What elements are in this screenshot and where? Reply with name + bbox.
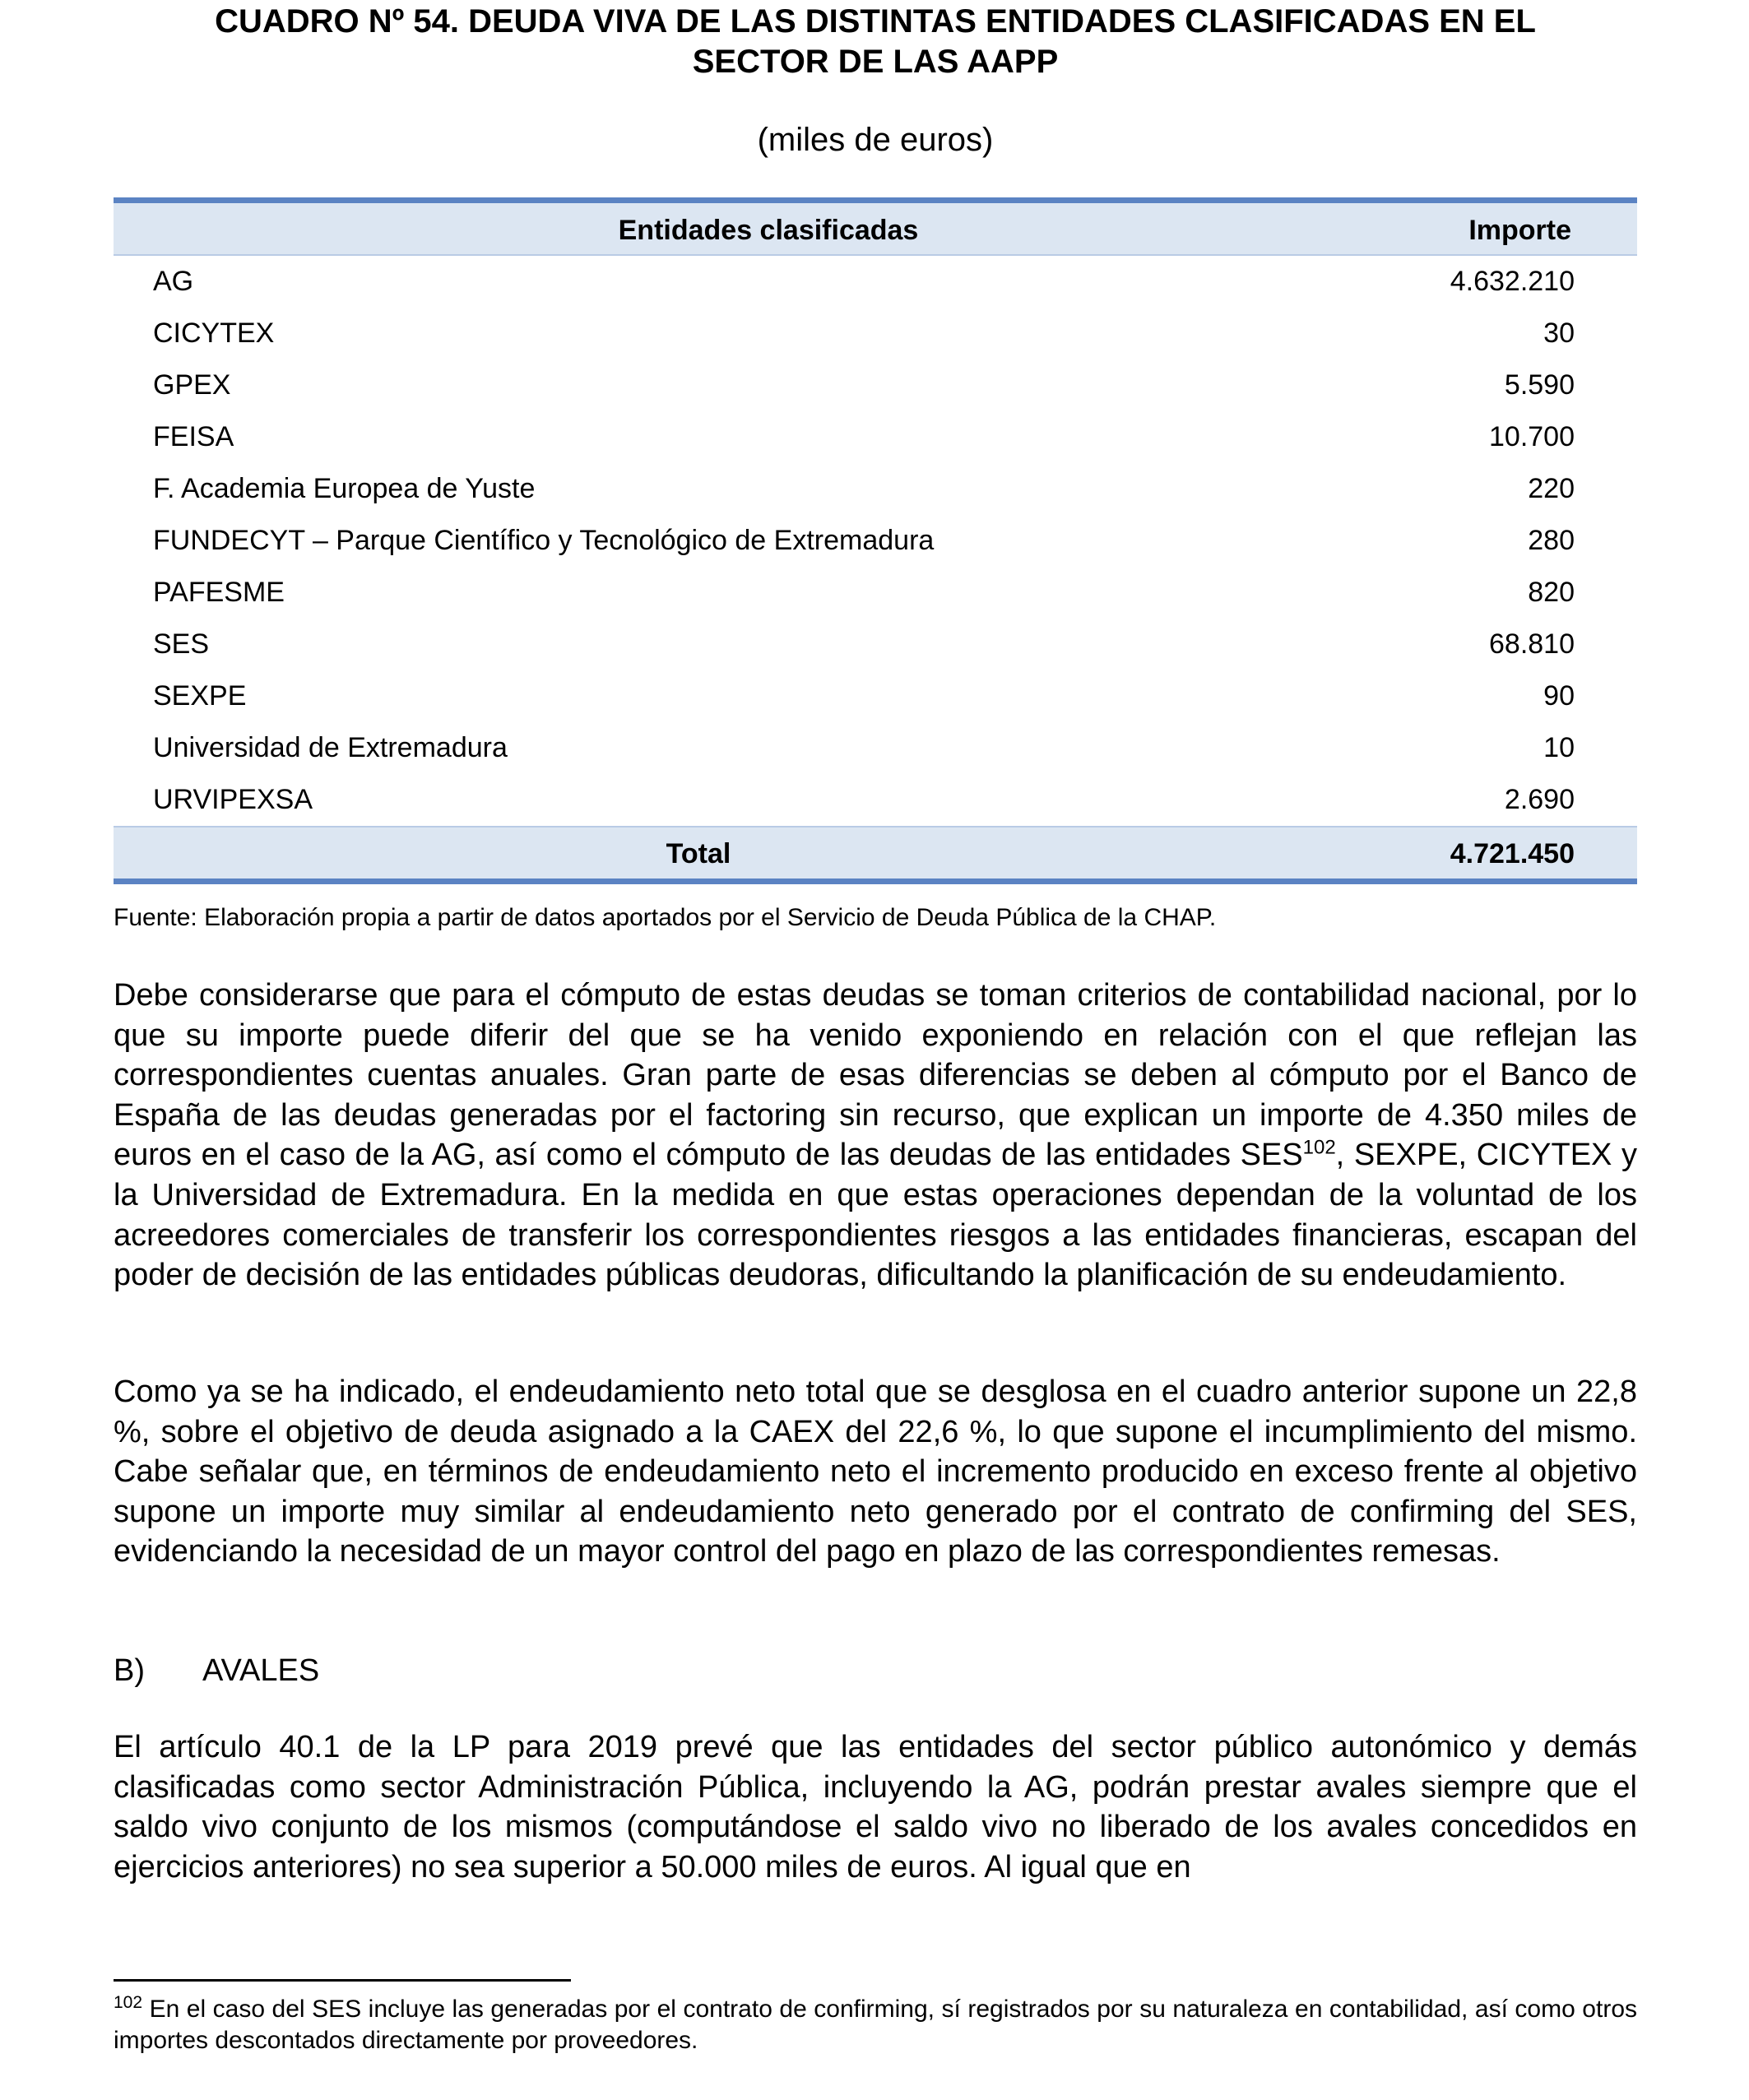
table-title-line1: CUADRO Nº 54. DEUDA VIVA DE LAS DISTINTAS ENTIDADES CLASIFICADAS EN EL — [215, 3, 1536, 39]
table-row — [114, 308, 1637, 359]
paragraph-guarantees: El artículo 40.1 de la LP para 2019 prevé que las entidades del sector público autonómico y demás clasificadas como sector Administración Pública, incluyendo la AG, podrán prestar avales siempre que el saldo vivo conjunto de los mismos (computándose el saldo vivo no liberado de los avales concedidos en ejercicios anteriores) no sea superior a 50.000 miles de euros. Al igual que en — [114, 1730, 1637, 1884]
header-amount: Importe — [1468, 215, 1571, 246]
row-amount: 10 — [1543, 732, 1575, 763]
row-entity: FEISA — [153, 421, 234, 452]
section-number: B) — [114, 1653, 145, 1688]
row-amount: 4.632.210 — [1450, 266, 1575, 297]
table-row — [114, 722, 1637, 774]
table-top-rule — [114, 197, 1637, 203]
footnote-separator — [114, 1979, 571, 1982]
paragraph-text: Debe considerarse que para el cómputo de estas deudas se toman criterios de contabilidad nacional, por lo que su importe puede diferir del que se ha venido exponiendo en relación con el que reflejan las correspondientes cuentas anuales. Gran parte de esas diferencias se deben al cómputo por el Banco de España de las deudas generadas por el factoring sin recurso, que explican un importe de 4.350 miles de euros en el caso de la AG, así como el cómputo de las deudas de las entidades SES — [114, 978, 1637, 1173]
row-entity: AG — [153, 266, 194, 297]
row-amount: 2.690 — [1504, 784, 1575, 815]
table-source-note: Fuente: Elaboración propia a partir de datos aportados por el Servicio de Deuda Pública de la CHAP. — [114, 904, 1217, 931]
section-title: AVALES — [202, 1653, 320, 1688]
paragraph-debt-criteria — [114, 976, 1637, 1296]
table-header-row — [114, 203, 1637, 256]
table-title-line2: SECTOR DE LAS AAPP — [692, 44, 1059, 80]
row-amount: 280 — [1528, 525, 1575, 556]
table-total-row — [114, 826, 1637, 878]
row-entity: FUNDECYT – Parque Científico y Tecnológico de Extremadura — [153, 525, 935, 556]
paragraph-text: , SEXPE, CICYTEX y la Universidad de Extremadura. En la medida en que estas operaciones dependan de la voluntad de los acreedores comerciales de transferir los correspondientes riesgos a las entidades financieras, escapan del poder de decisión de las entidades públicas deudoras, dificultando la planificación de su endeudamiento. — [114, 1138, 1637, 1293]
footnote — [114, 1994, 1637, 2056]
row-amount: 68.810 — [1489, 628, 1575, 660]
footnote-number: 102 — [114, 1993, 143, 2012]
table-row — [114, 256, 1637, 308]
table-row — [114, 359, 1637, 411]
row-entity: SEXPE — [153, 680, 247, 712]
table-row — [114, 411, 1637, 463]
footnote-text: En el caso del SES incluye las generadas por el contrato de confirming, sí registrados por su naturaleza en contabilidad, así como otros importes descontados directamente por proveedores. — [114, 1996, 1637, 2054]
row-amount: 820 — [1528, 577, 1575, 608]
row-amount: 30 — [1543, 318, 1575, 349]
row-amount: 220 — [1528, 473, 1575, 504]
table-row — [114, 774, 1637, 826]
table-row — [114, 515, 1637, 567]
row-entity: PAFESME — [153, 577, 285, 608]
row-amount: 5.590 — [1504, 369, 1575, 401]
table-row — [114, 619, 1637, 670]
section-heading — [114, 1651, 319, 1690]
table-unit: (miles de euros) — [757, 122, 994, 158]
row-amount: 90 — [1543, 680, 1575, 712]
table-bottom-rule — [114, 878, 1637, 884]
row-entity: SES — [153, 628, 210, 660]
table-row — [114, 463, 1637, 515]
total-label: Total — [666, 838, 731, 869]
table-body — [114, 256, 1637, 826]
row-entity: Universidad de Extremadura — [153, 732, 508, 763]
row-entity: GPEX — [153, 369, 231, 401]
paragraph-debt-objective: Como ya se ha indicado, el endeudamiento neto total que se desglosa en el cuadro anterior supone un 22,8 %, sobre el objetivo de deuda asignado a la CAEX del 22,6 %, lo que supone el incumplimiento del mismo. Cabe señalar que, en términos de endeudamiento neto el incremento producido en exceso frente al objetivo supone un importe muy similar al endeudamiento neto generado por el contrato de confirming del SES, evidenciando la necesidad de un mayor control del pago en plazo de las correspondientes remesas. — [114, 1375, 1637, 1569]
table-row — [114, 670, 1637, 722]
row-entity: URVIPEXSA — [153, 784, 313, 815]
total-amount: 4.721.450 — [1450, 838, 1575, 869]
header-entity: Entidades clasificadas — [618, 215, 919, 246]
row-entity: F. Academia Europea de Yuste — [153, 473, 536, 504]
row-entity: CICYTEX — [153, 318, 275, 349]
footnote-reference[interactable]: 102 — [1302, 1136, 1336, 1159]
row-amount: 10.700 — [1489, 421, 1575, 452]
table-row — [114, 567, 1637, 619]
